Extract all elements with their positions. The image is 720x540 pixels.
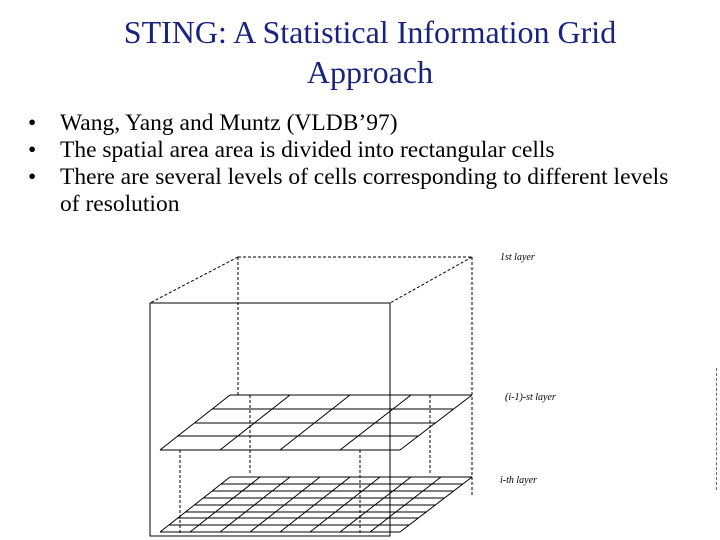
bullet-text: Wang, Yang and Muntz (VLDB’97) <box>60 110 398 136</box>
bullet-text: There are several levels of cells corresponding to different levels of resolution <box>60 164 669 217</box>
bullet-dot-icon: • <box>28 164 37 190</box>
top-layer-front-frame <box>150 303 390 536</box>
bullet-dot-icon: • <box>28 110 37 136</box>
bullet-text: The spatial area area is divided into rectangular cells <box>60 137 555 163</box>
middle-layer <box>160 395 472 450</box>
bullet-list <box>26 110 686 218</box>
label-middle-layer: (i-1)-st layer <box>505 392 556 403</box>
bullet-dot-icon: • <box>28 137 37 163</box>
bullet-item <box>26 110 686 137</box>
top-layer-left-slant <box>150 257 238 303</box>
slide-title <box>40 12 700 92</box>
top-layer-right-slant <box>390 257 472 303</box>
label-bottom-layer: i-th layer <box>500 475 537 486</box>
grid-layers-figure <box>130 245 590 540</box>
label-top-layer: 1st layer <box>500 252 535 263</box>
edge-divider <box>716 368 720 490</box>
bottom-layer <box>160 477 472 532</box>
title-line-2: Approach <box>306 54 434 90</box>
bullet-item <box>26 137 686 164</box>
title-line-1: STING: A Statistical Information Grid <box>123 14 617 50</box>
grid-layers-diagram <box>130 245 590 540</box>
bullet-item <box>26 164 686 218</box>
